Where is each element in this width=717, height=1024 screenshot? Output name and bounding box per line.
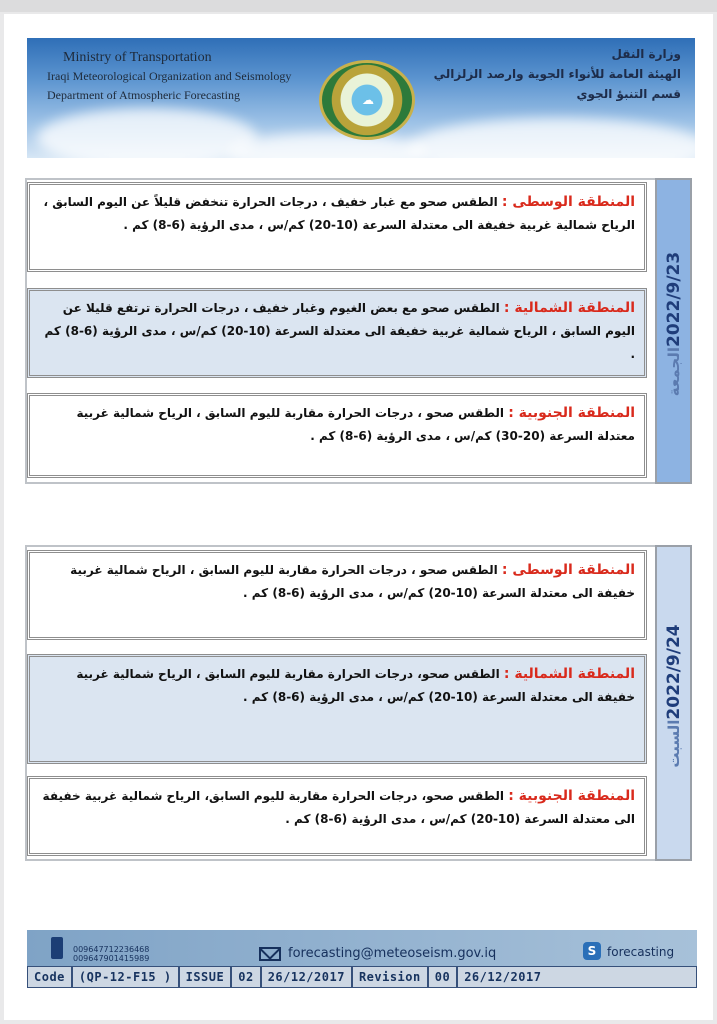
day1-date-column <box>655 178 692 484</box>
ministry-name-ar: وزارة النقل <box>611 47 681 61</box>
region-forecast: الطقس صحو مع غبار خفيف ، درجات الحرارة تنخفض قليلاً عن اليوم السابق ، الرياح شمالية غربية خفيفة الى معتدلة السرعة (10-20) كم/س ، مدى الرؤية (6-8) كم . <box>43 195 635 232</box>
header-arabic <box>434 44 681 104</box>
region-name: المنطقة الشمالية : <box>503 666 635 682</box>
region-forecast: الطقس صحو، درجات الحرارة مقاربة لليوم السابق، الرياح شمالية غربية خفيفة الى معتدلة السرعة (10-20) كم/س ، مدى الرؤية (6-8) كم . <box>42 789 635 826</box>
region-forecast: الطقس صحو مع بعض الغيوم وغبار خفيف ، درجات الحرارة ترتفع قليلا عن اليوم السابق ، الرياح شمالية غربية خفيفة الى معتدلة السرعة (10-20) كم/س ، مدى الرؤية (6-8) كم . <box>44 301 635 361</box>
day2-date-label <box>664 624 684 781</box>
skype-icon: S <box>583 942 601 960</box>
code-value: (QP-12-F15 ) <box>73 967 180 987</box>
revision-number: 00 <box>429 967 458 987</box>
region-name: المنطقة الجنوبية : <box>508 788 635 804</box>
header-english <box>47 48 291 105</box>
phone-numbers <box>73 945 149 963</box>
footer <box>27 930 697 988</box>
day1-region-south <box>27 393 647 478</box>
region-forecast: الطقس صحو ، درجات الحرارة مقاربة لليوم السابق ، الرياح شمالية غربية معتدلة السرعة (20-30) كم/س ، مدى الرؤية (6-8) كم . <box>76 406 635 443</box>
issue-number: 02 <box>232 967 261 987</box>
skype-handle[interactable]: forecasting <box>607 945 675 959</box>
footer-contacts <box>27 930 697 966</box>
header-banner <box>27 38 695 158</box>
region-forecast: الطقس صحو، درجات الحرارة مقاربة لليوم السابق ، الرياح شمالية غربية خفيفة الى معتدلة السرعة (10-20) كم/س ، مدى الرؤية (6-8) كم . <box>76 667 635 704</box>
day1-name: الجمعة <box>664 347 683 397</box>
organization-name-en: Iraqi Meteorological Organization and Seismology <box>47 69 292 83</box>
department-name-en: Department of Atmospheric Forecasting <box>47 88 240 102</box>
ministry-name-en: Ministry of Transportation <box>63 50 212 65</box>
department-name-ar: قسم التنبؤ الجوي <box>576 87 681 101</box>
region-forecast: الطقس صحو ، درجات الحرارة مقاربة لليوم السابق ، الرياح شمالية غربية خفيفة الى معتدلة السرعة (10-20) كم/س ، مدى الرؤية (6-8) كم . <box>70 563 635 600</box>
region-name: المنطقة الوسطى : <box>501 194 635 210</box>
region-name: المنطقة الجنوبية : <box>508 405 635 421</box>
revision-label: Revision <box>353 967 429 987</box>
day2-region-north <box>27 654 647 764</box>
issue-date: 26/12/2017 <box>262 967 353 987</box>
day2-region-south <box>27 776 647 856</box>
day1-date-label <box>664 252 684 410</box>
day1-region-north <box>27 288 647 378</box>
organization-name-ar: الهيئة العامة للأنواء الجوية وارصد الزلزالي <box>433 67 681 81</box>
day1-date: 2022/9/23 <box>663 251 684 347</box>
document-code-row <box>27 966 697 988</box>
day2-date-column <box>655 545 692 861</box>
email-address[interactable]: forecasting@meteoseism.gov.iq <box>288 946 497 961</box>
day2-date: 2022/9/24 <box>663 624 684 720</box>
organization-logo-icon: ☁ <box>319 60 415 140</box>
phone-icon <box>51 937 63 959</box>
day1-region-central <box>27 182 647 272</box>
day2-region-central <box>27 550 647 640</box>
top-strip <box>0 0 717 12</box>
phone-number-2: 009647901415989 <box>73 954 150 963</box>
code-label: Code <box>28 967 73 987</box>
phone-number-1: 009647712236468 <box>73 945 150 954</box>
day2-name: السبت <box>664 719 683 768</box>
mail-icon <box>259 947 281 961</box>
region-name: المنطقة الشمالية : <box>503 300 635 316</box>
page <box>4 14 713 1020</box>
region-name: المنطقة الوسطى : <box>501 562 635 578</box>
issue-label: ISSUE <box>180 967 233 987</box>
revision-date: 26/12/2017 <box>464 970 542 984</box>
